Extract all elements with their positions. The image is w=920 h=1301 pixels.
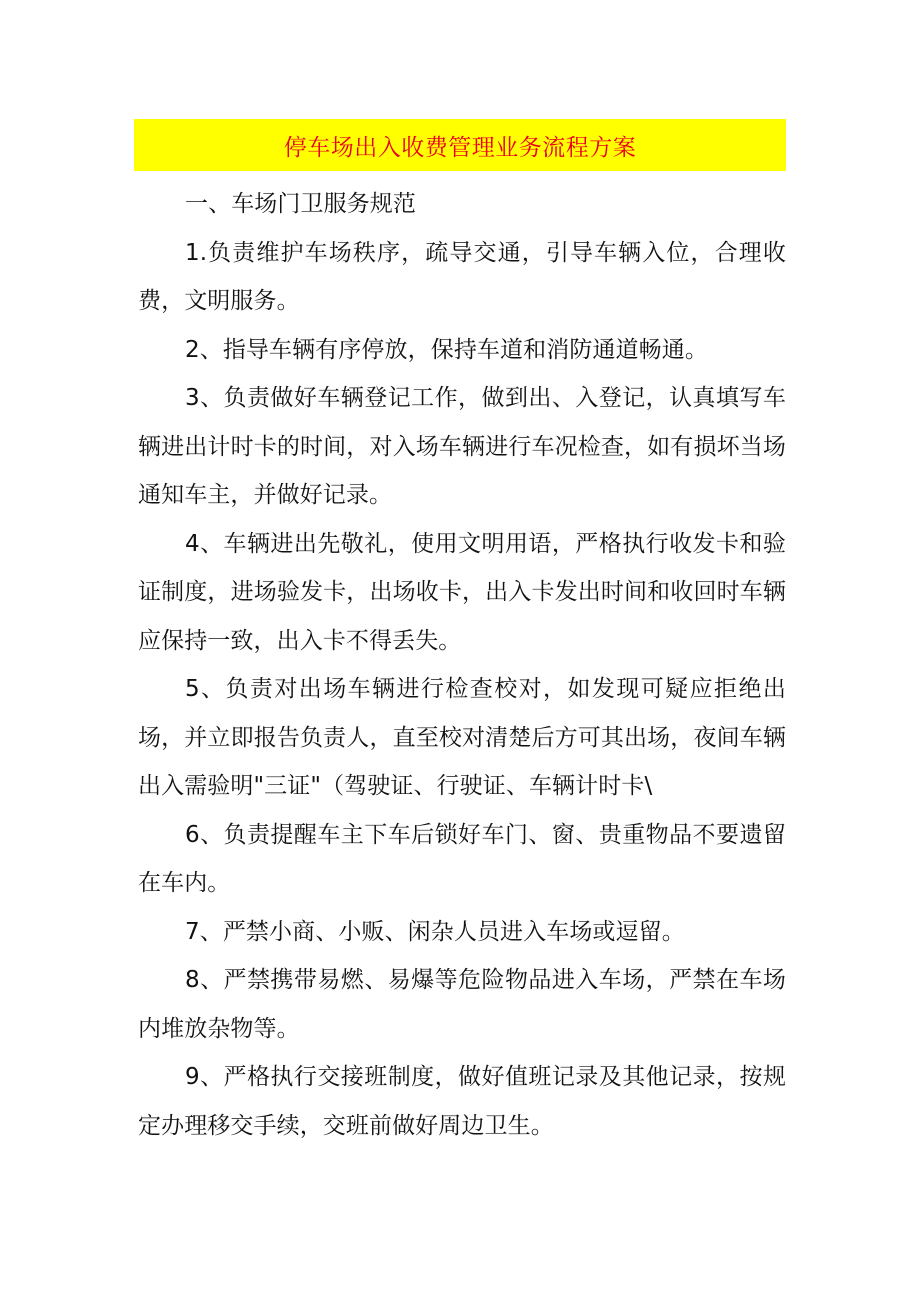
rule-item-9: 9、严格执行交接班制度，做好值班记录及其他记录，按规定办理移交手续，交班前做好周边卫生。: [138, 1064, 786, 1139]
rule-item-8: 8、严禁携带易燃、易爆等危险物品进入车场，严禁在车场内堆放杂物等。: [138, 967, 786, 1042]
rule-item-7: 7、严禁小商、小贩、闲杂人员进入车场或逗留。: [185, 918, 685, 945]
section-heading: 一、车场门卫服务规范: [185, 191, 416, 217]
rule-item-4: 4、车辆进出先敬礼，使用文明用语，严格执行收发卡和验证制度，进场验发卡，出场收卡，出入卡发出时间和收回时车辆应保持一致，出入卡不得丢失。: [138, 530, 786, 654]
rule-item-2: 2、指导车辆有序停放，保持车道和消防通道畅通。: [185, 336, 708, 363]
rule-item-6: 6、负责提醒车主下车后锁好车门、窗、贵重物品不要遗留在车内。: [138, 821, 786, 896]
rule-item-1: 1.负责维护车场秩序，疏导交通，引导车辆入位，合理收费，文明服务。: [138, 239, 786, 314]
rule-item-3: 3、负责做好车辆登记工作，做到出、入登记，认真填写车辆进出计时卡的时间，对入场车辆进行车况检查，如有损坏当场通知车主，并做好记录。: [138, 385, 786, 508]
document-body: [138, 180, 786, 1150]
document-title: 停车场出入收费管理业务流程方案: [283, 134, 637, 161]
rule-item-5: 5、负责对出场车辆进行检查校对，如发现可疑应拒绝出场，并立即报告负责人，直至校对清楚后方可其出场，夜间车辆出入需验明"三证"（驾驶证、行驶证、车辆计时卡\: [138, 676, 786, 799]
title-banner: [134, 119, 786, 171]
